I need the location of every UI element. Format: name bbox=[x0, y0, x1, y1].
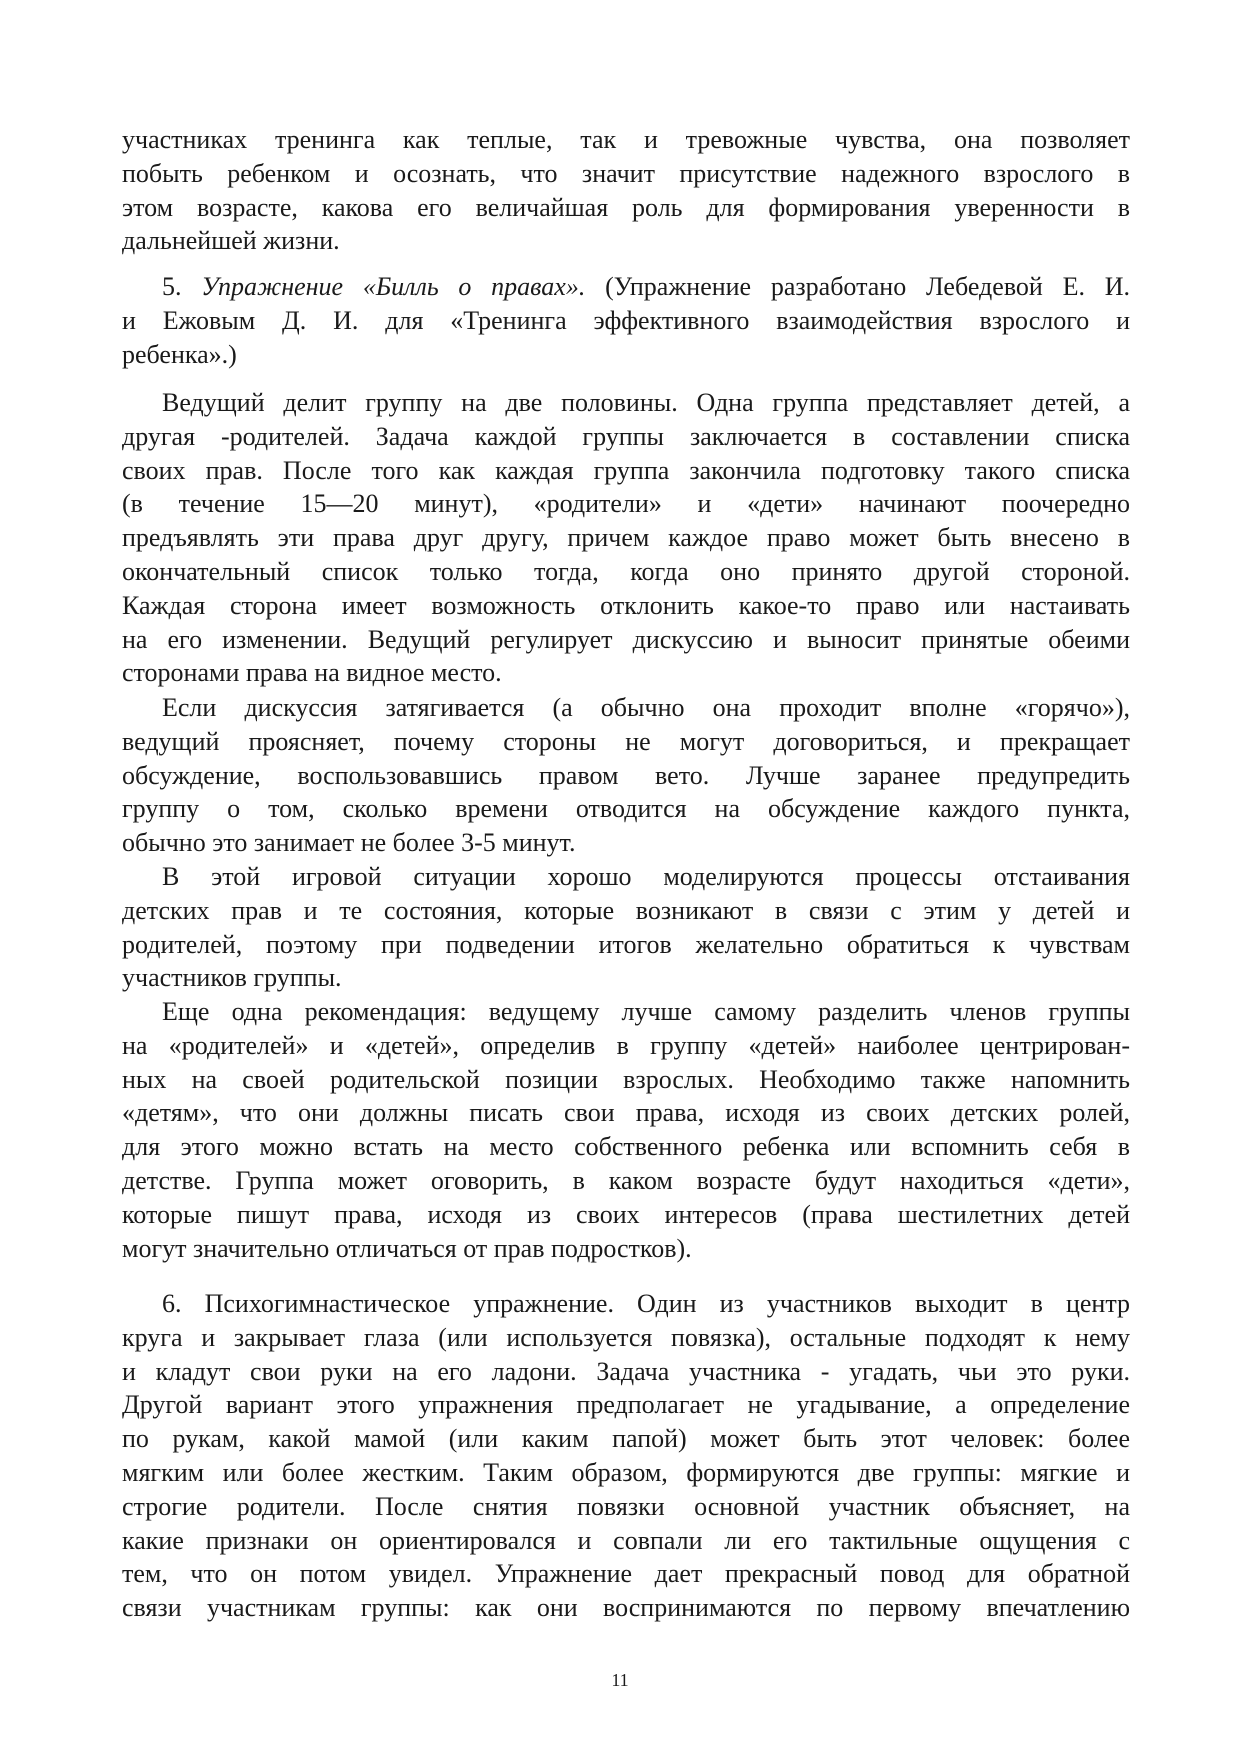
text-line: на его изменении. Ведущий регулирует дискуссию и выносит принятые обеими bbox=[122, 624, 1130, 654]
text-line: этом возрасте, какова его величайшая роль для формирования уверенности в bbox=[122, 192, 1130, 222]
text-line: Если дискуссия затягивается (а обычно она проходит вполне «горячо»), bbox=[162, 693, 1130, 722]
exercise-source: (Упражнение разработано Лебедевой Е. И. bbox=[605, 272, 1130, 301]
text-line: дальнейшей жизни. bbox=[122, 226, 340, 256]
text-line: окончательный список только тогда, когда оно принято другой стороной. bbox=[122, 556, 1130, 586]
text-line: могут значительно отличаться от прав подростков). bbox=[122, 1233, 692, 1263]
text-line bbox=[122, 270, 1130, 304]
text-line: по рукам, какой мамой (или каким папой) может быть этот человек: более bbox=[122, 1424, 1130, 1454]
text-line: В этой игровой ситуации хорошо моделируются процессы отстаивания bbox=[162, 862, 1130, 891]
text-line: и Ежовым Д. И. для «Тренинга эффективного взаимодействия взрослого и bbox=[122, 305, 1130, 335]
text-line: Еще одна рекомендация: ведущему лучше самому разделить членов группы bbox=[162, 997, 1130, 1026]
text-line: мягким или более жестким. Таким образом, формируются две группы: мягкие и bbox=[122, 1457, 1130, 1487]
exercise-6 bbox=[122, 1287, 1130, 1625]
text-line: которые пишут права, исходя из своих интересов (права шестилетних детей bbox=[122, 1199, 1130, 1229]
text-line: круга и закрывает глаза (или используется повязка), остальные подходят к нему bbox=[122, 1322, 1130, 1352]
exercise-title: Упражнение «Билль о правах». bbox=[201, 272, 586, 301]
paragraph-game bbox=[122, 860, 1130, 995]
page-number: 11 bbox=[611, 1670, 629, 1690]
text-line: обычно это занимает не более 3-5 минут. bbox=[122, 828, 576, 858]
exercise-number: 5. bbox=[162, 272, 182, 301]
text-line: ведущий проясняет, почему стороны не могут договориться, и прекращает bbox=[122, 726, 1130, 756]
paragraph-discussion bbox=[122, 691, 1130, 860]
text-line: участников группы. bbox=[122, 963, 342, 993]
text-line: для этого можно встать на место собственного ребенка или вспомнить себя в bbox=[122, 1132, 1130, 1162]
text-line: (в течение 15—20 минут), «родители» и «дети» начинают поочередно bbox=[122, 489, 1130, 519]
text-line: связи участникам группы: как они воспринимаются по первому впечатлению bbox=[122, 1593, 1130, 1623]
text-line: Другой вариант этого упражнения предполагает не угадывание, а определение bbox=[122, 1390, 1130, 1420]
text-line: группу о том, сколько времени отводится на обсуждение каждого пункта, bbox=[122, 794, 1130, 824]
text-line: «детям», что они должны писать свои права, исходя из своих детских ролей, bbox=[122, 1098, 1130, 1128]
text-line: Каждая сторона имеет возможность отклонить какое-то право или настаивать bbox=[122, 590, 1130, 620]
text-line: на «родителей» и «детей», определив в группу «детей» наиболее центрирован- bbox=[122, 1030, 1130, 1060]
text-line: и кладут свои руки на его ладони. Задача участника - угадать, чьи это руки. bbox=[122, 1356, 1130, 1386]
text-line: 6. Психогимнастическое упражнение. Один из участников выходит в центр bbox=[162, 1289, 1130, 1318]
paragraph-leader bbox=[122, 386, 1130, 690]
text-line: тем, что он потом увидел. Упражнение дает прекрасный повод для обратной bbox=[122, 1559, 1130, 1589]
text-line: Ведущий делит группу на две половины. Одна группа представляет детей, а bbox=[162, 388, 1130, 417]
text-line: участниках тренинга как теплые, так и тревожные чувства, она позволяет bbox=[122, 125, 1130, 154]
text-line: предъявлять эти права друг другу, причем каждое право может быть внесено в bbox=[122, 523, 1130, 553]
text-line: детстве. Группа может оговорить, в каком возрасте будут находиться «дети», bbox=[122, 1165, 1130, 1195]
text-line: своих прав. После того как каждая группа закончила подготовку такого списка bbox=[122, 455, 1130, 485]
text-line: родителей, поэтому при подведении итогов желательно обратиться к чувствам bbox=[122, 929, 1130, 959]
text-line: другая -родителей. Задача каждой группы заключается в составлении списка bbox=[122, 421, 1130, 451]
text-line: сторонами права на видное место. bbox=[122, 658, 502, 688]
text-line: побыть ребенком и осознать, что значит присутствие надежного взрослого в bbox=[122, 158, 1130, 188]
text-line: ребенка».) bbox=[122, 339, 237, 369]
text-line: строгие родители. После снятия повязки основной участник объясняет, на bbox=[122, 1491, 1130, 1521]
text-line: какие признаки он ориентировался и совпали ли его тактильные ощущения с bbox=[122, 1525, 1130, 1555]
paragraph-continuation bbox=[122, 123, 1130, 258]
text-line: обсуждение, воспользовавшись правом вето. Лучше заранее предупредить bbox=[122, 760, 1130, 790]
exercise-5-heading bbox=[122, 270, 1130, 371]
paragraph-recommendation bbox=[122, 995, 1130, 1265]
text-line: детских прав и те состояния, которые возникают в связи с этим у детей и bbox=[122, 895, 1130, 925]
text-line: ных на своей родительской позиции взрослых. Необходимо также напомнить bbox=[122, 1064, 1130, 1094]
